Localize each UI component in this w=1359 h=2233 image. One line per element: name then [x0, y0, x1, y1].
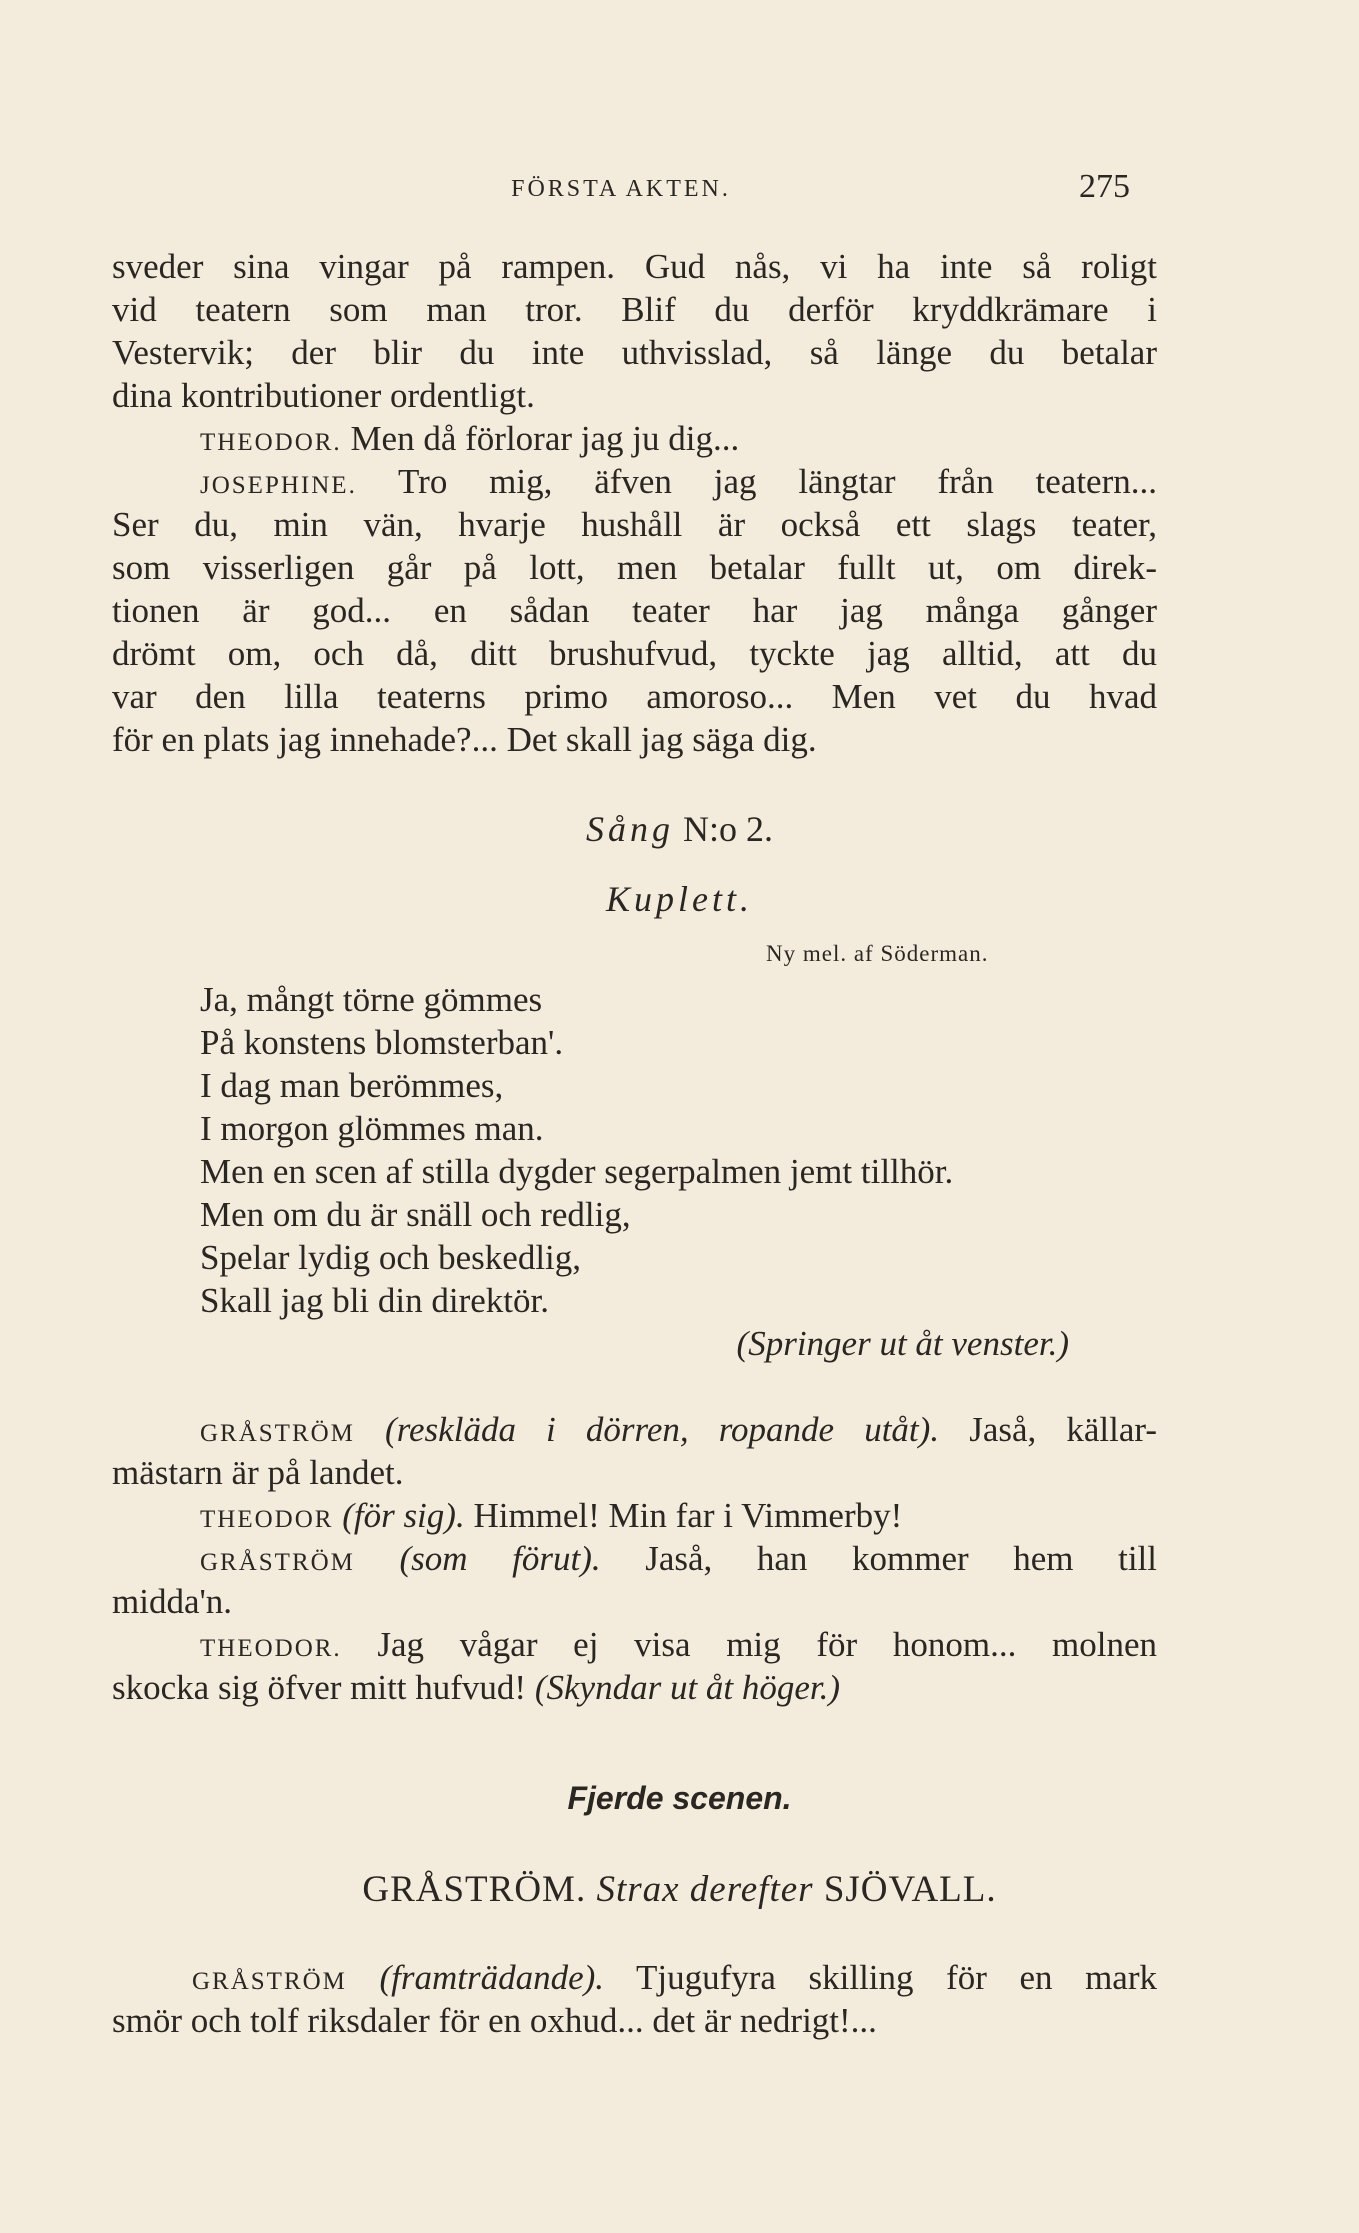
text-line: var den lilla teaterns primo amoroso... Men vet du hvad: [112, 677, 1157, 716]
scene-title: Fjerde scenen.: [567, 1780, 792, 1816]
stage-direction: (reskläda i dörren, ropande utåt).: [385, 1410, 940, 1449]
stage-direction: (Springer ut åt venster.): [736, 1324, 1069, 1363]
speech-josephine: [112, 460, 1157, 503]
character-name: GRÅSTRÖM.: [362, 1869, 587, 1910]
text-line: dina kontributioner ordentligt.: [112, 376, 535, 415]
text-line: som visserligen går på lott, men betalar fullt ut, om direk-: [112, 548, 1157, 587]
text-line: mästarn är på landet.: [112, 1453, 404, 1492]
text-line: vid teatern som man tror. Blif du derför kryddkrämare i: [112, 290, 1157, 329]
text-line: sveder sina vingar på rampen. Gud nås, vi ha inte så roligt: [112, 247, 1157, 286]
speech-grastrom: [112, 1537, 1157, 1580]
verse-line: På konstens blomsterban'.: [200, 1023, 564, 1062]
melody-note: Ny mel. af Söderman.: [766, 941, 989, 966]
page-header: [112, 168, 1130, 218]
speech-text: Jaså, källar-: [969, 1410, 1158, 1449]
stage-direction: (som förut).: [399, 1539, 601, 1578]
speech-text: skocka sig öfver mitt hufvud!: [112, 1668, 527, 1707]
speech-theodor: [112, 1623, 1157, 1666]
text-line: Ser du, min vän, hvarje hushåll är också ett slags teater,: [112, 505, 1157, 544]
verse-line: Men en scen af stilla dygder segerpalmen jemt tillhör.: [200, 1152, 954, 1191]
speaker-name: GRÅSTRÖM: [200, 1549, 355, 1576]
speech-theodor: [112, 1494, 1157, 1537]
speaker-name: THEODOR.: [200, 429, 342, 456]
text-line: [112, 1666, 1157, 1709]
text-line: drömt om, och då, ditt brushufvud, tyckte jag alltid, att du: [112, 634, 1157, 673]
speech-text: Tjugufyra skilling för en mark: [636, 1958, 1157, 1997]
verse-line: Men om du är snäll och redlig,: [200, 1195, 631, 1234]
speaker-name: GRÅSTRÖM: [200, 1420, 355, 1447]
stage-direction: (Skyndar ut åt höger.): [534, 1668, 841, 1707]
character-name: SJÖVALL.: [823, 1869, 997, 1910]
page-number: 275: [1079, 168, 1130, 205]
speech-text: Jag vågar ej visa mig för honom... molnen: [377, 1625, 1158, 1664]
speaker-name: GRÅSTRÖM: [192, 1968, 347, 1995]
song-verse: [200, 978, 1160, 1365]
verse-line: I morgon glömmes man.: [200, 1109, 544, 1148]
scene-characters: [0, 1868, 1359, 1911]
stage-direction: (framträdande).: [379, 1958, 605, 1997]
verse-line: Ja, mångt törne gömmes: [200, 980, 543, 1019]
text-line: för en plats jag innehade?... Det skall jag säga dig.: [112, 720, 817, 759]
speech-theodor: [112, 417, 1157, 460]
speech-text: Jaså, han kommer hem till: [645, 1539, 1157, 1578]
speaker-name: THEODOR.: [200, 1635, 342, 1662]
song-title-word: Sång: [586, 809, 674, 849]
speech-grastrom: [112, 1956, 1157, 1999]
text-line: Vestervik; der blir du inte uthvisslad, så länge du betalar: [112, 333, 1157, 372]
verse-line: Spelar lydig och beskedlig,: [200, 1238, 582, 1277]
verse-line: I dag man berömmes,: [200, 1066, 504, 1105]
running-head: FÖRSTA AKTEN.: [511, 176, 731, 202]
speaker-name: JOSEPHINE.: [200, 472, 357, 499]
stage-direction: Strax derefter: [596, 1869, 814, 1910]
song-title-number: N:o 2.: [683, 809, 773, 849]
speech-text: Himmel! Min far i Vimmerby!: [473, 1496, 903, 1535]
verse-line: Skall jag bli din direktör.: [200, 1281, 549, 1320]
speech-text: Tro mig, äfven jag längtar från teatern...: [398, 462, 1157, 501]
speaker-name: THEODOR: [200, 1506, 334, 1533]
dialogue-block-2: [112, 1408, 1157, 1709]
text-line: smör och tolf riksdaler för en oxhud... det är nedrigt!...: [112, 2001, 877, 2040]
text-line: tionen är god... en sådan teater har jag många gånger: [112, 591, 1157, 630]
dialogue-block-1: [112, 245, 1157, 761]
stage-direction: (för sig).: [342, 1496, 465, 1535]
text-line: midda'n.: [112, 1582, 233, 1621]
speech-grastrom: [112, 1408, 1157, 1451]
song-subtitle: Kuplett.: [606, 879, 753, 919]
dialogue-block-3: [112, 1956, 1157, 2042]
speech-text: Men då förlorar jag ju dig...: [350, 419, 740, 458]
song-title: [0, 808, 1359, 850]
